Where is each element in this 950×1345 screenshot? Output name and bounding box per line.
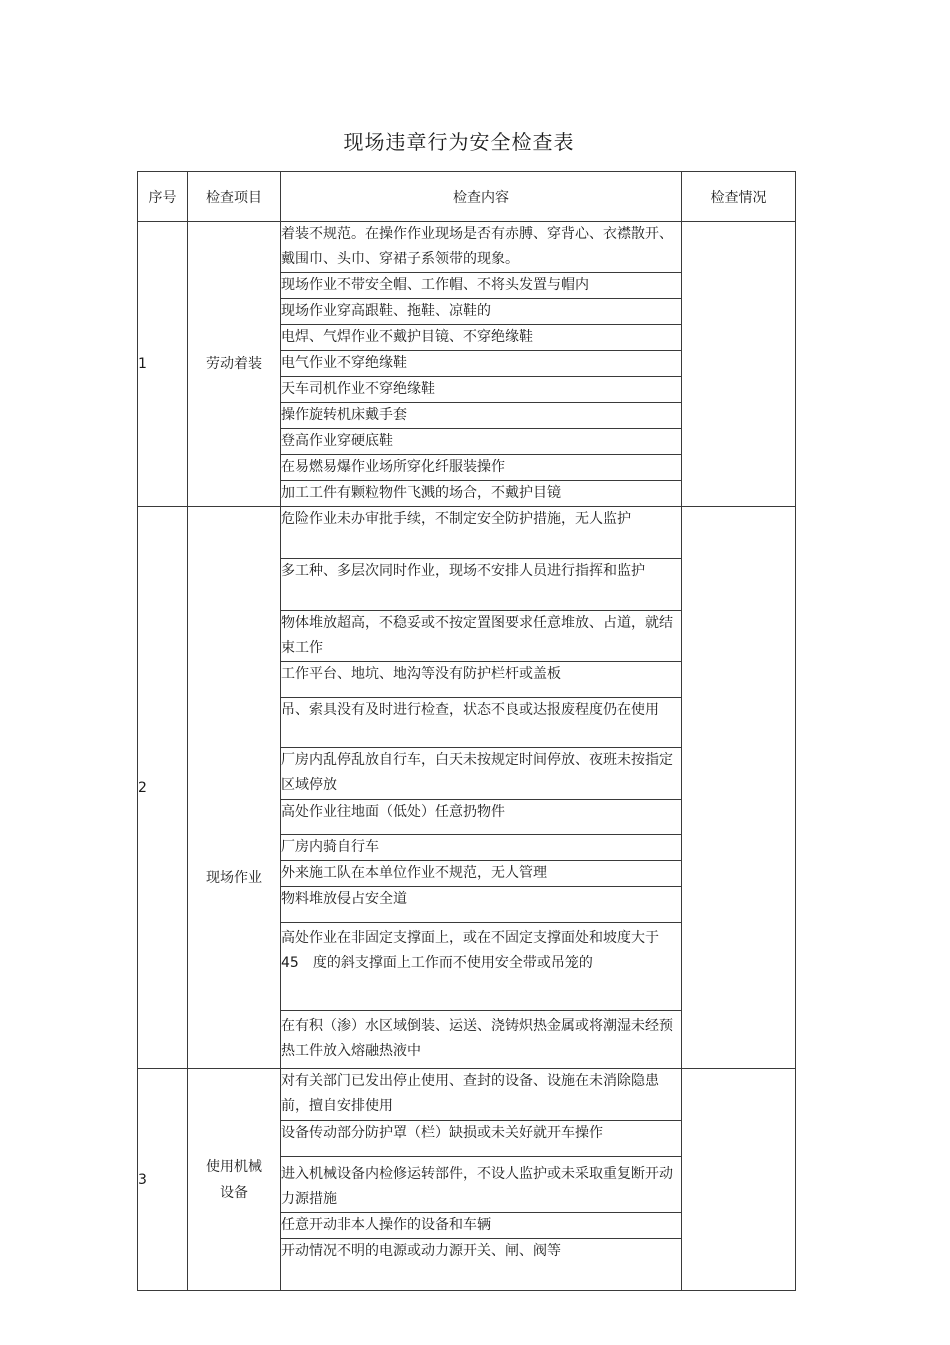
section-category [188, 1069, 281, 1291]
header-item: 检查项目 [188, 172, 281, 222]
content-cell: 物体堆放超高，不稳妥或不按定置图要求任意堆放、占道，就结束工作 [281, 611, 682, 662]
section-number: 2 [138, 507, 188, 1069]
header-content: 检查内容 [281, 172, 682, 222]
content-cell: 在易燃易爆作业场所穿化纤服装操作 [281, 455, 682, 481]
content-cell: 高处作业在非固定支撑面上，或在不固定支撑面处和坡度大于 45 度的斜支撑面上工作而不使用安全带或吊笼的 [281, 923, 682, 1011]
result-cell[interactable] [682, 507, 796, 1069]
content-cell: 在有积（渗）水区域倒装、运送、浇铸炽热金属或将潮湿未经预热工件放入熔融热液中 [281, 1011, 682, 1069]
category-label: 现场作业 [206, 869, 262, 886]
content-cell: 厂房内乱停乱放自行车，白天未按规定时间停放、夜班未按指定区域停放 [281, 748, 682, 800]
page-title: 现场违章行为安全检查表 [343, 130, 575, 154]
content-cell: 现场作业不带安全帽、工作帽、不将头发置与帽内 [281, 273, 682, 299]
category-label: 劳动着装 [206, 356, 262, 372]
content-cell: 物料堆放侵占安全道 [281, 887, 682, 923]
content-cell: 现场作业穿高跟鞋、拖鞋、凉鞋的 [281, 299, 682, 325]
table-row [138, 507, 796, 559]
content-cell: 厂房内骑自行车 [281, 835, 682, 861]
content-cell: 工作平台、地坑、地沟等没有防护栏杆或盖板 [281, 662, 682, 698]
content-cell: 设备传动部分防护罩（栏）缺损或未关好就开车操作 [281, 1121, 682, 1157]
content-cell: 危险作业未办审批手续，不制定安全防护措施，无人监护 [281, 507, 682, 559]
content-cell: 操作旋转机床戴手套 [281, 403, 682, 429]
content-cell: 外来施工队在本单位作业不规范，无人管理 [281, 861, 682, 887]
content-cell: 天车司机作业不穿绝缘鞋 [281, 377, 682, 403]
content-cell: 对有关部门已发出停止使用、查封的设备、设施在未消除隐患前，擅自安排使用 [281, 1069, 682, 1121]
inspection-table [137, 171, 796, 1291]
section-number: 3 [138, 1069, 188, 1291]
content-cell: 着装不规范。在操作作业现场是否有赤膊、穿背心、衣襟散开、戴围巾、头巾、穿裙子系领带的现象。 [281, 222, 682, 273]
header-row [138, 172, 796, 222]
content-cell: 电焊、气焊作业不戴护目镜、不穿绝缘鞋 [281, 325, 682, 351]
content-cell: 进入机械设备内检修运转部件，不设人监护或未采取重复断开动力源措施 [281, 1157, 682, 1213]
content-cell: 电气作业不穿绝缘鞋 [281, 351, 682, 377]
table-row [138, 222, 796, 273]
category-label: 使用机械设备 [206, 1158, 262, 1201]
section-category [188, 507, 281, 1069]
content-cell: 任意开动非本人操作的设备和车辆 [281, 1213, 682, 1239]
section-number: 1 [138, 222, 188, 507]
content-cell: 登高作业穿硬底鞋 [281, 429, 682, 455]
table-row [138, 1069, 796, 1121]
content-cell: 吊、索具没有及时进行检查，状态不良或达报废程度仍在使用 [281, 698, 682, 748]
content-cell: 高处作业往地面（低处）任意扔物件 [281, 800, 682, 835]
content-cell: 开动情况不明的电源或动力源开关、闸、阀等 [281, 1239, 682, 1291]
result-cell[interactable] [682, 1069, 796, 1291]
header-no: 序号 [138, 172, 188, 222]
content-cell: 加工工件有颗粒物件飞溅的场合，不戴护目镜 [281, 481, 682, 507]
content-cell: 多工种、多层次同时作业，现场不安排人员进行指挥和监护 [281, 559, 682, 611]
header-result: 检查情况 [682, 172, 796, 222]
result-cell[interactable] [682, 222, 796, 507]
section-category [188, 222, 281, 507]
